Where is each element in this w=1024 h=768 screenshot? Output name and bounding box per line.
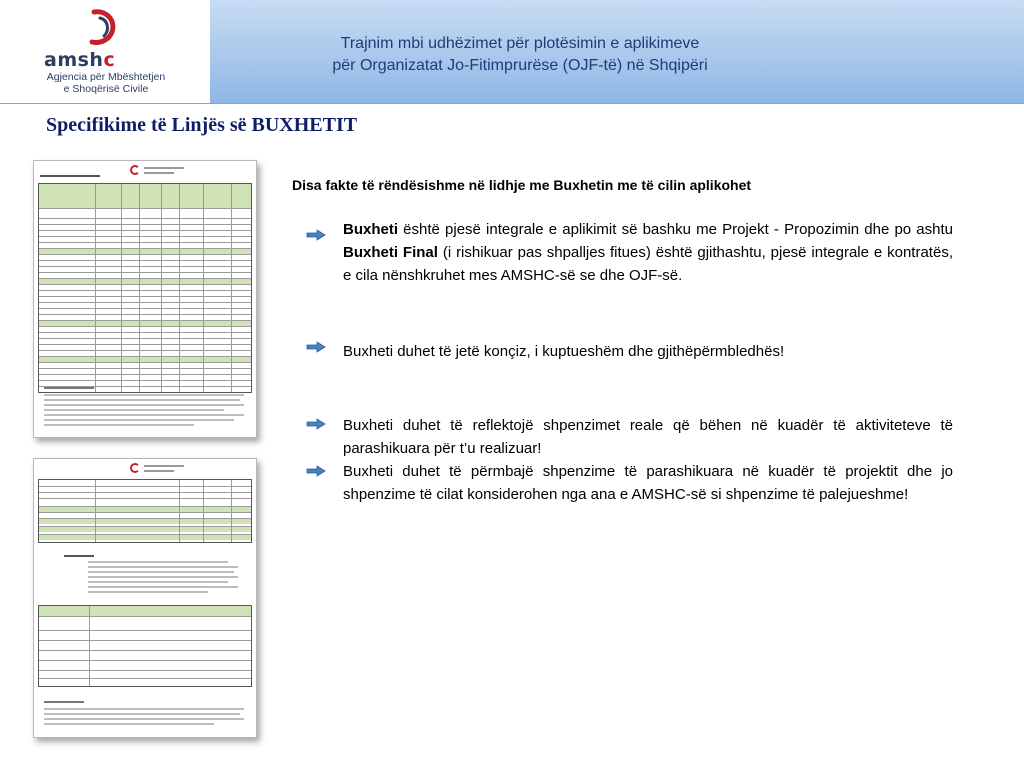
budget-form-thumbnail-page-2 xyxy=(33,458,257,738)
logo-wordmark: amshc xyxy=(44,49,116,71)
intro-text: Disa fakte të rëndësishme në lidhje me Buxhetin me të cilin aplikohet xyxy=(292,177,752,193)
bullet-budget-concise: Buxheti duhet të jetë konçiz, i kuptueshëm dhe gjithëpërmbledhës! xyxy=(343,343,785,360)
section-title: Specifikime të Linjës së BUXHETIT xyxy=(46,114,358,136)
slide-header xyxy=(0,0,1024,104)
thumbnail-logo-icon xyxy=(130,463,190,475)
amshc-logo-mark-icon xyxy=(76,8,126,52)
logo-subtitle: Agjencia për Mbështetjen e Shoqërisë Civile xyxy=(46,71,166,95)
bullet-budget-integral: Buxheti është pjesë integrale e aplikimit së bashku me Projekt - Propozimin dhe po ashtu Buxheti Final (i rishikuar pas shpalljes fitues) është gjithashtu, pjesë integrale e kontratës, e cila nënshkruhet mes AMSHC-së se dhe OJF-së. xyxy=(343,221,953,284)
arrow-right-icon xyxy=(306,418,326,430)
bullet-budget-real-costs: Buxheti duhet të reflektojë shpenzimet reale që bëhen në kuadër të aktiviteteve të parashikuara për t’u realizuar! xyxy=(343,417,953,457)
arrow-right-icon xyxy=(306,465,326,477)
arrow-right-icon xyxy=(306,341,326,353)
header-title: Trajnim mbi udhëzimet për plotësimin e aplikimeve për Organizatat Jo-Fitimprurëse (OJF-të) në Shqipëri xyxy=(332,35,708,74)
budget-form-thumbnail-page-1 xyxy=(33,160,257,438)
amshc-logo xyxy=(0,0,210,103)
arrow-right-icon xyxy=(306,229,326,241)
bullet-budget-eligible-costs: Buxheti duhet të përmbajë shpenzime të parashikuara në kuadër të projektit dhe jo shpenzime të cilat konsiderohen nga ana e AMSHC-së si shpenzime të palejueshme! xyxy=(343,463,953,503)
budget-summary-table-graphic xyxy=(38,479,252,543)
cost-category-table-graphic xyxy=(38,605,252,687)
thumbnail-logo-icon xyxy=(130,165,190,177)
budget-table-graphic xyxy=(38,183,252,393)
